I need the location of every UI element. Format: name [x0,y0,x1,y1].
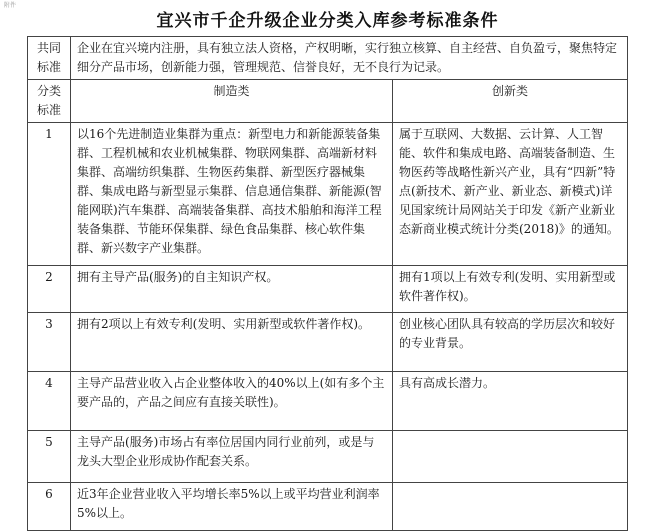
innovation-criterion: 拥有1项以上有效专利(发明、实用新型或软件著作权)。 [393,266,628,313]
column-header-innovation: 创新类 [393,80,628,123]
category-header-row [28,80,628,123]
corner-mark: 附件 [4,2,17,9]
table-row [28,123,628,266]
table-row [28,483,628,531]
manufacturing-criterion: 拥有主导产品(服务)的自主知识产权。 [71,266,393,313]
innovation-criterion: 创业核心团队具有较高的学历层次和较好的专业背景。 [393,313,628,372]
manufacturing-criterion: 主导产品(服务)市场占有率位居国内同行业前列，或是与龙头大型企业形成协作配套关系。 [71,431,393,483]
common-standard-row [28,37,628,80]
innovation-criterion [393,431,628,483]
row-number: 6 [28,483,71,531]
common-standard-label: 共同标准 [28,37,71,80]
standards-table [27,36,628,531]
table-row [28,266,628,313]
row-number: 1 [28,123,71,266]
manufacturing-criterion: 以16个先进制造业集群为重点：新型电力和新能源装备集群、工程机械和农业机械集群、物联网集群、高端新材料集群、高端纺织集群、生物医药集群、新型医疗器械集群、集成电路与新型显示集群、信息通信集群、新能源(智能网联)汽车集群、高端装备集群、高技术船舶和海洋工程装备集群、节能环保集群、绿色食品集群、核心软件集群、新兴数字产业集群。 [71,123,393,266]
table-row [28,431,628,483]
manufacturing-criterion: 近3年企业营业收入平均增长率5%以上或平均营业利润率5%以上。 [71,483,393,531]
innovation-criterion [393,483,628,531]
row-number: 4 [28,372,71,431]
table-row [28,313,628,372]
manufacturing-criterion: 主导产品营业收入占企业整体收入的40%以上(如有多个主要产品的，产品之间应有直接关联性)。 [71,372,393,431]
row-number: 3 [28,313,71,372]
table-row [28,372,628,431]
page-title: 宜兴市千企升级企业分类入库参考标准条件 [156,11,499,31]
column-header-manufacturing: 制造类 [71,80,393,123]
innovation-criterion: 具有高成长潜力。 [393,372,628,431]
category-standard-label: 分类标准 [28,80,71,123]
manufacturing-criterion: 拥有2项以上有效专利(发明、实用新型或软件著作权)。 [71,313,393,372]
row-number: 5 [28,431,71,483]
row-number: 2 [28,266,71,313]
common-standard-text: 企业在宜兴境内注册，具有独立法人资格，产权明晰，实行独立核算、自主经营、自负盈亏，聚焦特定细分产品市场，创新能力强，管理规范、信誉良好，无不良行为记录。 [71,37,628,80]
innovation-criterion: 属于互联网、大数据、云计算、人工智能、软件和集成电路、高端装备制造、生物医药等战略性新兴产业，具有“四新”特点(新技术、新产业、新业态、新模式)详见国家统计局网站关于印发《新产业新业态新商业模式统计分类(2018)》的通知。 [393,123,628,266]
